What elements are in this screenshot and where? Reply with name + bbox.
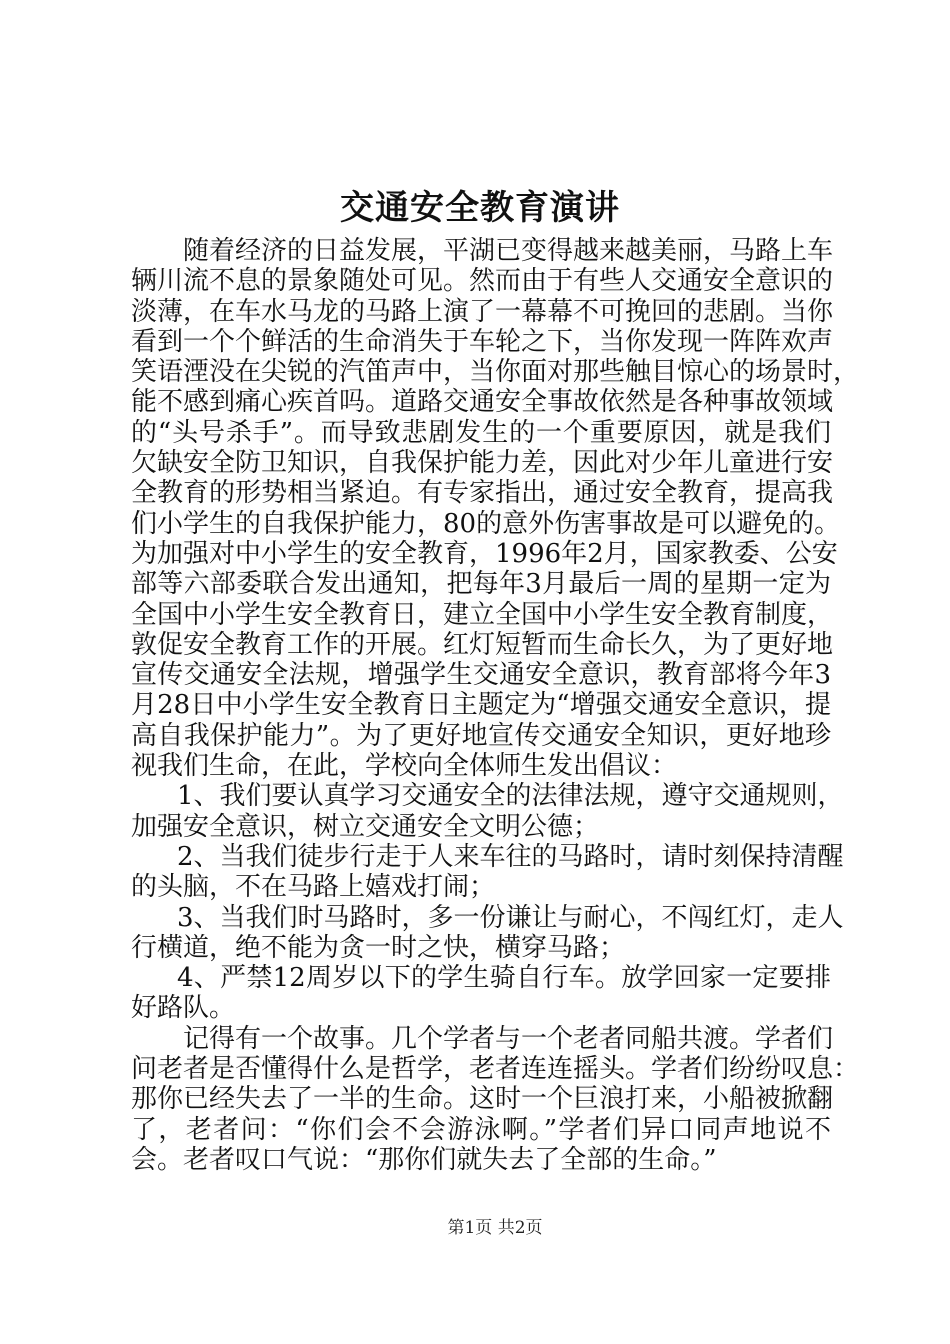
list-item-line: 4、严禁12周岁以下的学生骑自行车。放学回家一定要排 — [177, 963, 831, 994]
list-item-line: 1、我们要认真学习交通安全的法律法规，遵守交通规则， — [177, 781, 844, 812]
text-line: 全教育的形势相当紧迫。有专家指出，通过安全教育，提高我 — [131, 478, 834, 509]
text-line: 那你已经失去了一半的生命。这时一个巨浪打来，小船被掀翻 — [131, 1084, 834, 1115]
list-item-line: 加强安全意识，树立交通安全文明公德； — [131, 811, 600, 842]
text-line: 视我们生命，在此，学校向全体师生发出倡议： — [131, 751, 678, 782]
text-line: 宣传交通安全法规，增强学生交通安全意识，教育部将今年3 — [131, 660, 831, 691]
text-line: 笑语湮没在尖锐的汽笛声中，当你面对那些触目惊心的场景时， — [131, 357, 860, 388]
text-line: 看到一个个鲜活的生命消失于车轮之下，当你发现一阵阵欢声 — [131, 326, 834, 357]
text-line: 辆川流不息的景象随处可见。然而由于有些人交通安全意识的 — [131, 266, 834, 297]
text-line: 随着经济的日益发展，平湖已变得越来越美丽，马路上车 — [183, 236, 834, 266]
text-line: 们小学生的自我保护能力，80的意外伤害事故是可以避免的。 — [131, 508, 841, 539]
list-item-line: 好路队。 — [131, 993, 236, 1024]
list-item-line: 行横道，绝不能为贪一时之快，横穿马路； — [131, 932, 626, 963]
text-line: 部等六部委联合发出通知，把每年3月最后一周的星期一定为 — [131, 569, 831, 600]
text-line: 欠缺安全防卫知识，自我保护能力差，因此对少年儿童进行安 — [131, 448, 834, 479]
list-item-line: 3、当我们时马路时，多一份谦让与耐心，不闯红灯，走人 — [177, 902, 844, 933]
text-line: 全国中小学生安全教育日，建立全国中小学生安全教育制度， — [131, 599, 834, 630]
text-line: 会。老者叹口气说：“那你们就失去了全部的生命。” — [131, 1144, 717, 1175]
text-line: 高自我保护能力”。为了更好地宣传交通安全知识，更好地珍 — [131, 720, 831, 751]
text-line: 能不感到痛心疾首吗。道路交通安全事故依然是各种事故领域 — [131, 387, 834, 418]
list-item-line: 2、当我们徒步行走于人来车往的马路时，请时刻保持清醒 — [177, 841, 844, 872]
text-line: 敦促安全教育工作的开展。红灯短暂而生命长久，为了更好地 — [131, 629, 834, 660]
document-title: 交通安全教育演讲 — [340, 188, 620, 228]
text-line: 记得有一个故事。几个学者与一个老者同船共渡。学者们 — [183, 1023, 834, 1054]
page-number-footer: 第1页 共2页 — [447, 1218, 543, 1238]
text-line: 问老者是否懂得什么是哲学，老者连连摇头。学者们纷纷叹息： — [131, 1054, 860, 1085]
text-line: 了，老者问：“你们会不会游泳啊。”学者们异口同声地说不 — [131, 1114, 831, 1145]
document-body — [131, 236, 860, 1175]
text-line: 淡薄，在车水马龙的马路上演了一幕幕不可挽回的悲剧。当你 — [131, 296, 834, 327]
list-item-line: 的头脑，不在马路上嬉戏打闹； — [131, 872, 496, 903]
text-line: 为加强对中小学生的安全教育，1996年2月，国家教委、公安 — [131, 538, 838, 569]
text-line: 的“头号杀手”。而导致悲剧发生的一个重要原因，就是我们 — [131, 417, 831, 448]
text-line: 月28日中小学生安全教育日主题定为“增强交通安全意识，提 — [131, 690, 831, 721]
